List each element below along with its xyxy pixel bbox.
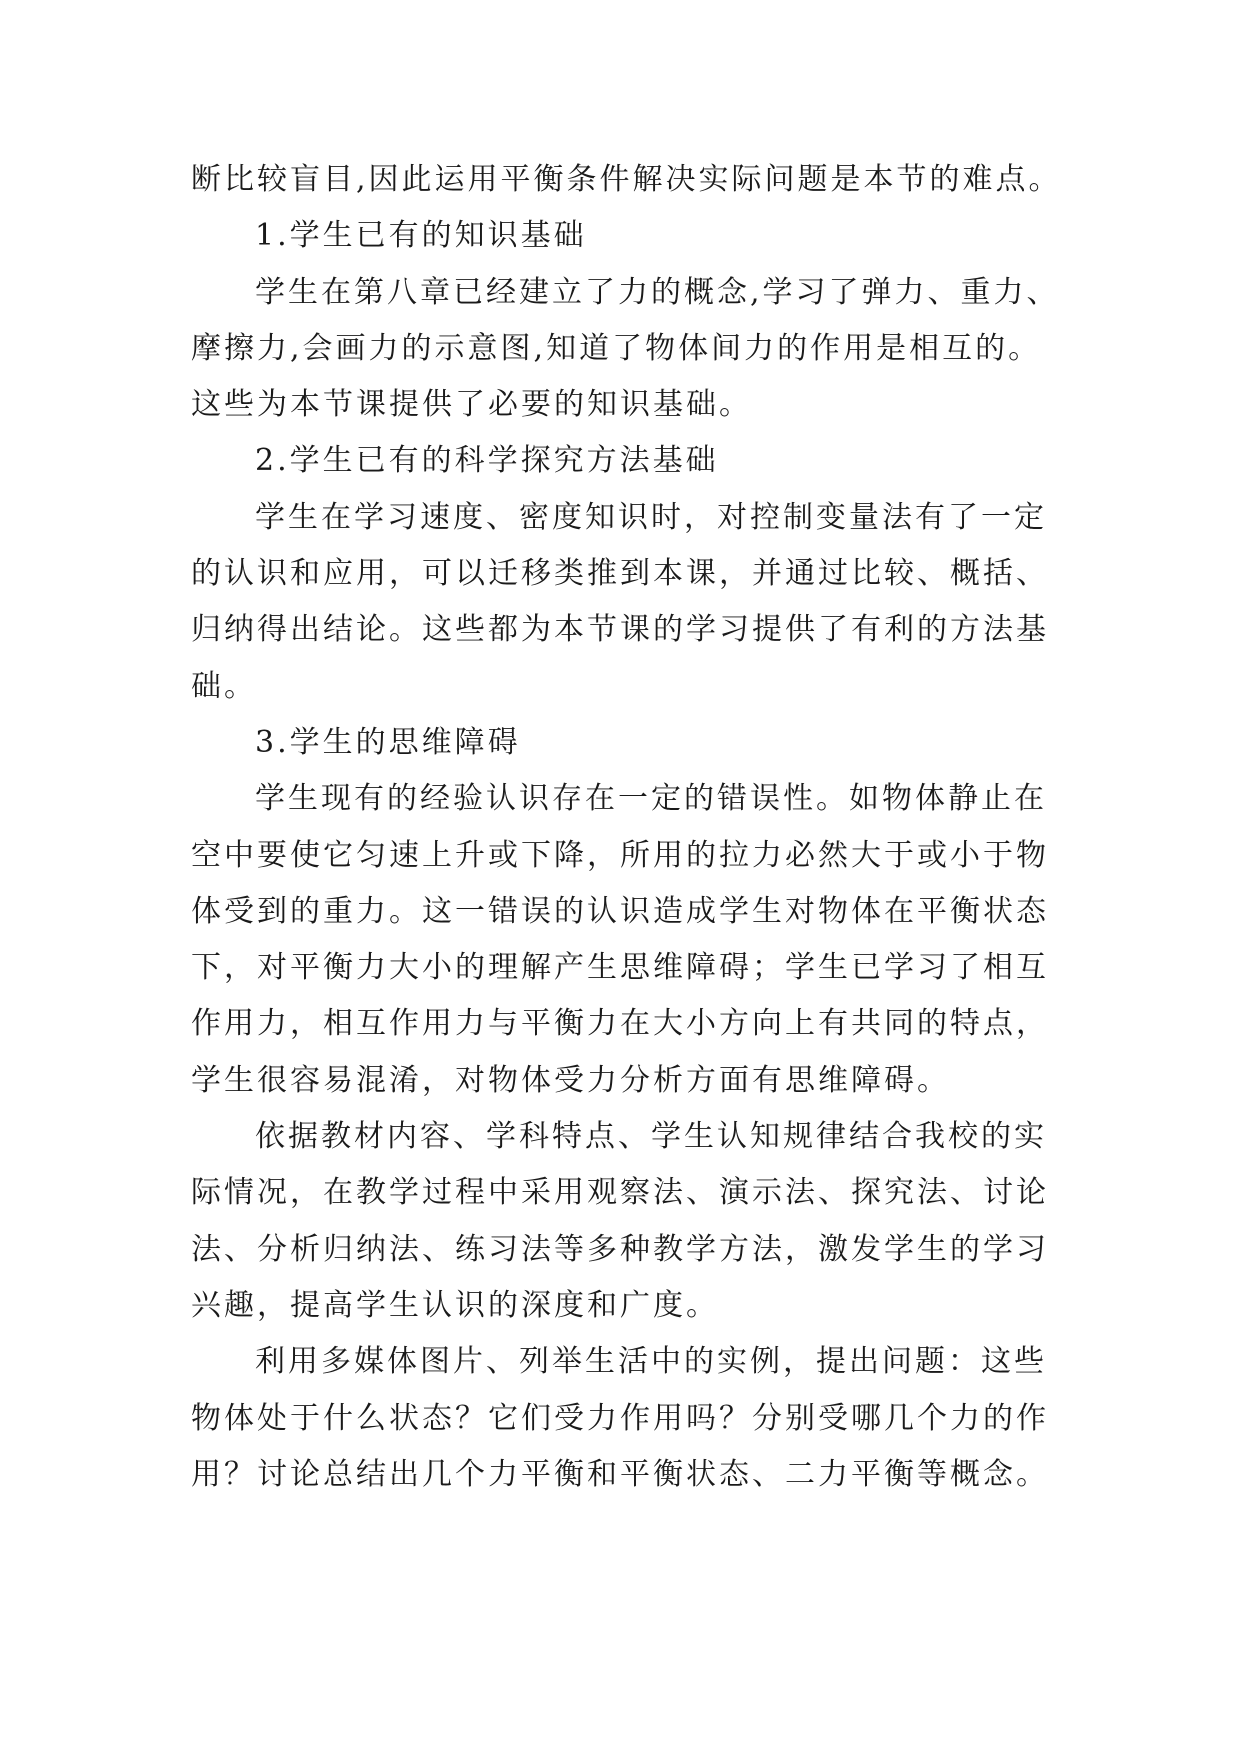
paragraph-thinking-obstacles: 学生现有的经验认识存在一定的错误性。如物体静止在空中要使它匀速上升或下降，所用的拉力必然大于或小于物体受到的重力。这一错误的认识造成学生对物体在平衡状态下，对平衡力大小的理解产生思维障碍；学生已学习了相互作用力，相互作用力与平衡力在大小方向上有共同的特点，学生很容易混淆，对物体受力分析方面有思维障碍。	[191, 781, 1049, 1098]
document-body	[191, 152, 1071, 1503]
section-heading-2: 2.学生已有的科学探究方法基础	[255, 443, 719, 479]
section-heading-3: 3.学生的思维障碍	[255, 724, 521, 760]
paragraph-teaching-methods: 依据教材内容、学科特点、学生认知规律结合我校的实际情况，在教学过程中采用观察法、演示法、探究法、讨论法、分析归纳法、练习法等多种教学方法，激发学生的学习兴趣，提高学生认识的深度和广度。	[191, 1119, 1049, 1323]
paragraph-method-basis: 学生在学习速度、密度知识时，对控制变量法有了一定的认识和应用，可以迁移类推到本课，并通过比较、概括、归纳得出结论。这些都为本节课的学习提供了有利的方法基础。	[191, 499, 1049, 704]
paragraph-multimedia: 利用多媒体图片、列举生活中的实例，提出问题：这些物体处于什么状态？它们受力作用吗？分别受哪几个力的作用？讨论总结出几个力平衡和平衡状态、二力平衡等概念。	[191, 1344, 1049, 1492]
paragraph-continuation: 断比较盲目,因此运用平衡条件解决实际问题是本节的难点。	[191, 162, 1062, 197]
section-heading-1: 1.学生已有的知识基础	[255, 218, 587, 254]
paragraph-knowledge-basis: 学生在第八章已经建立了力的概念,学习了弹力、重力、摩擦力,会画力的示意图,知道了物体间力的作用是相互的。这些为本节课提供了必要的知识基础。	[191, 274, 1060, 423]
